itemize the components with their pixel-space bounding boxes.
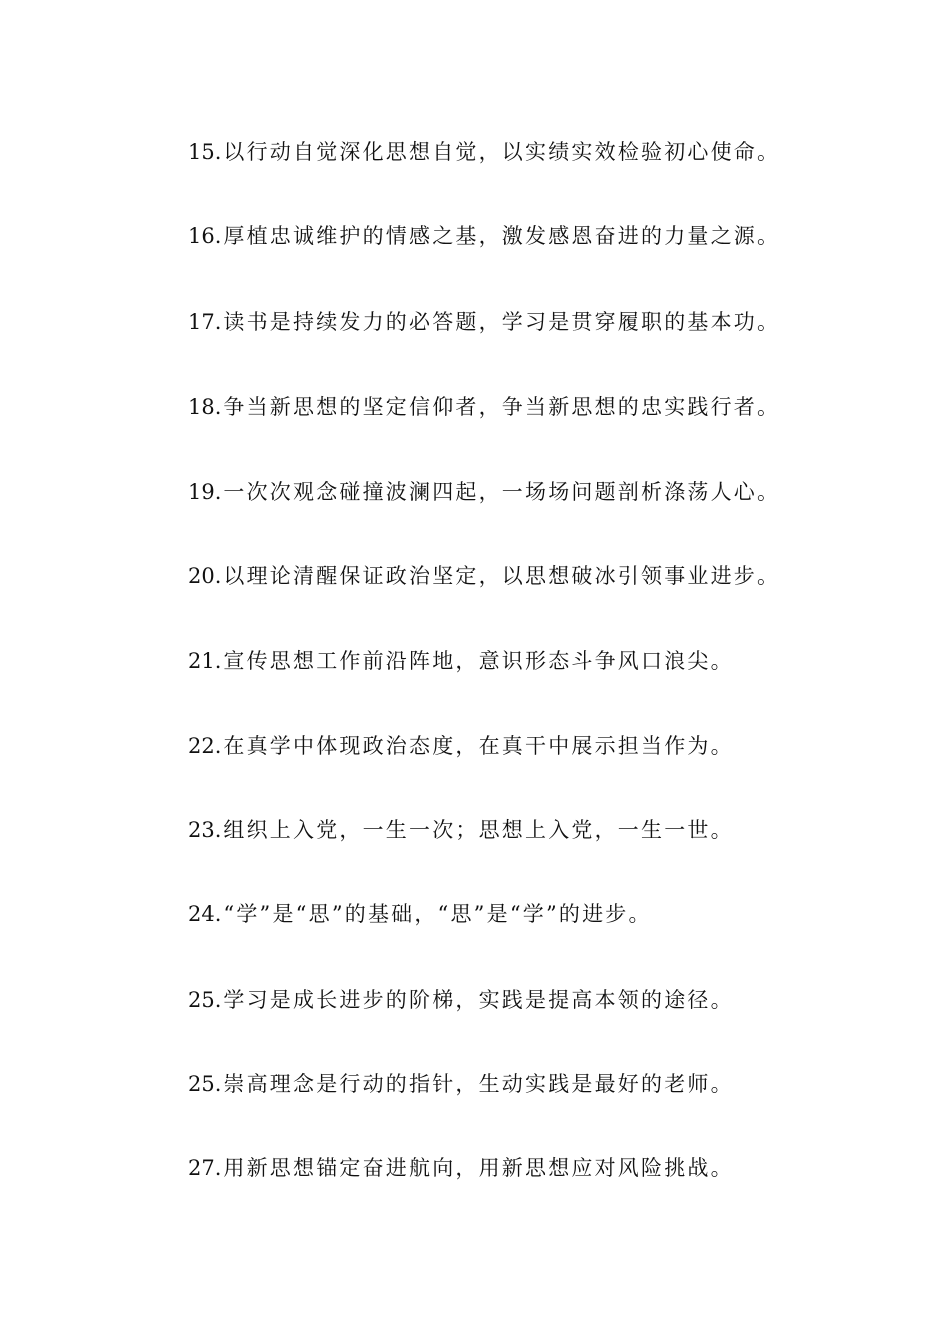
item-text: 争当新思想的坚定信仰者，争当新思想的忠实践行者。: [223, 395, 781, 419]
item-text: 一次次观念碰撞波澜四起，一场场问题剖析涤荡人心。: [223, 480, 781, 504]
item-number: 27.: [188, 1156, 222, 1180]
list-item: [188, 135, 888, 169]
item-text: 以理论清醒保证政治坚定，以思想破冰引领事业进步。: [223, 564, 781, 588]
item-number: 17.: [188, 310, 222, 334]
list-item: [188, 644, 888, 678]
item-number: 23.: [188, 818, 222, 842]
item-number: 25.: [188, 1072, 222, 1096]
list-item: [188, 219, 888, 253]
item-number: 20.: [188, 564, 222, 588]
list-item: [188, 983, 888, 1017]
item-number: 15.: [188, 140, 222, 164]
item-text: 以行动自觉深化思想自觉，以实绩实效检验初心使命。: [223, 140, 781, 164]
item-text: 组织上入党，一生一次；思想上入党，一生一世。: [223, 818, 734, 842]
item-text: 宣传思想工作前沿阵地，意识形态斗争风口浪尖。: [223, 649, 734, 673]
item-number: 19.: [188, 480, 222, 504]
item-text: 读书是持续发力的必答题，学习是贯穿履职的基本功。: [223, 310, 781, 334]
list-item: [188, 390, 888, 424]
list-item: [188, 1151, 888, 1185]
item-text: 厚植忠诚维护的情感之基，激发感恩奋进的力量之源。: [223, 224, 781, 248]
item-text: “学”是“思”的基础，“思”是“学”的进步。: [223, 902, 652, 926]
item-number: 16.: [188, 224, 222, 248]
item-text: 在真学中体现政治态度，在真干中展示担当作为。: [223, 734, 734, 758]
item-text: 用新思想锚定奋进航向，用新思想应对风险挑战。: [223, 1156, 734, 1180]
list-item: [188, 559, 888, 593]
list-item: [188, 729, 888, 763]
item-text: 崇高理念是行动的指针，生动实践是最好的老师。: [223, 1072, 734, 1096]
item-number: 24.: [188, 902, 222, 926]
item-number: 22.: [188, 734, 222, 758]
list-item: [188, 305, 888, 339]
list-item: [188, 897, 888, 931]
item-number: 18.: [188, 395, 222, 419]
list-item: [188, 475, 888, 509]
item-text: 学习是成长进步的阶梯，实践是提高本领的途径。: [223, 988, 734, 1012]
list-item: [188, 1067, 888, 1101]
item-number: 25.: [188, 988, 222, 1012]
list-item: [188, 813, 888, 847]
item-number: 21.: [188, 649, 222, 673]
